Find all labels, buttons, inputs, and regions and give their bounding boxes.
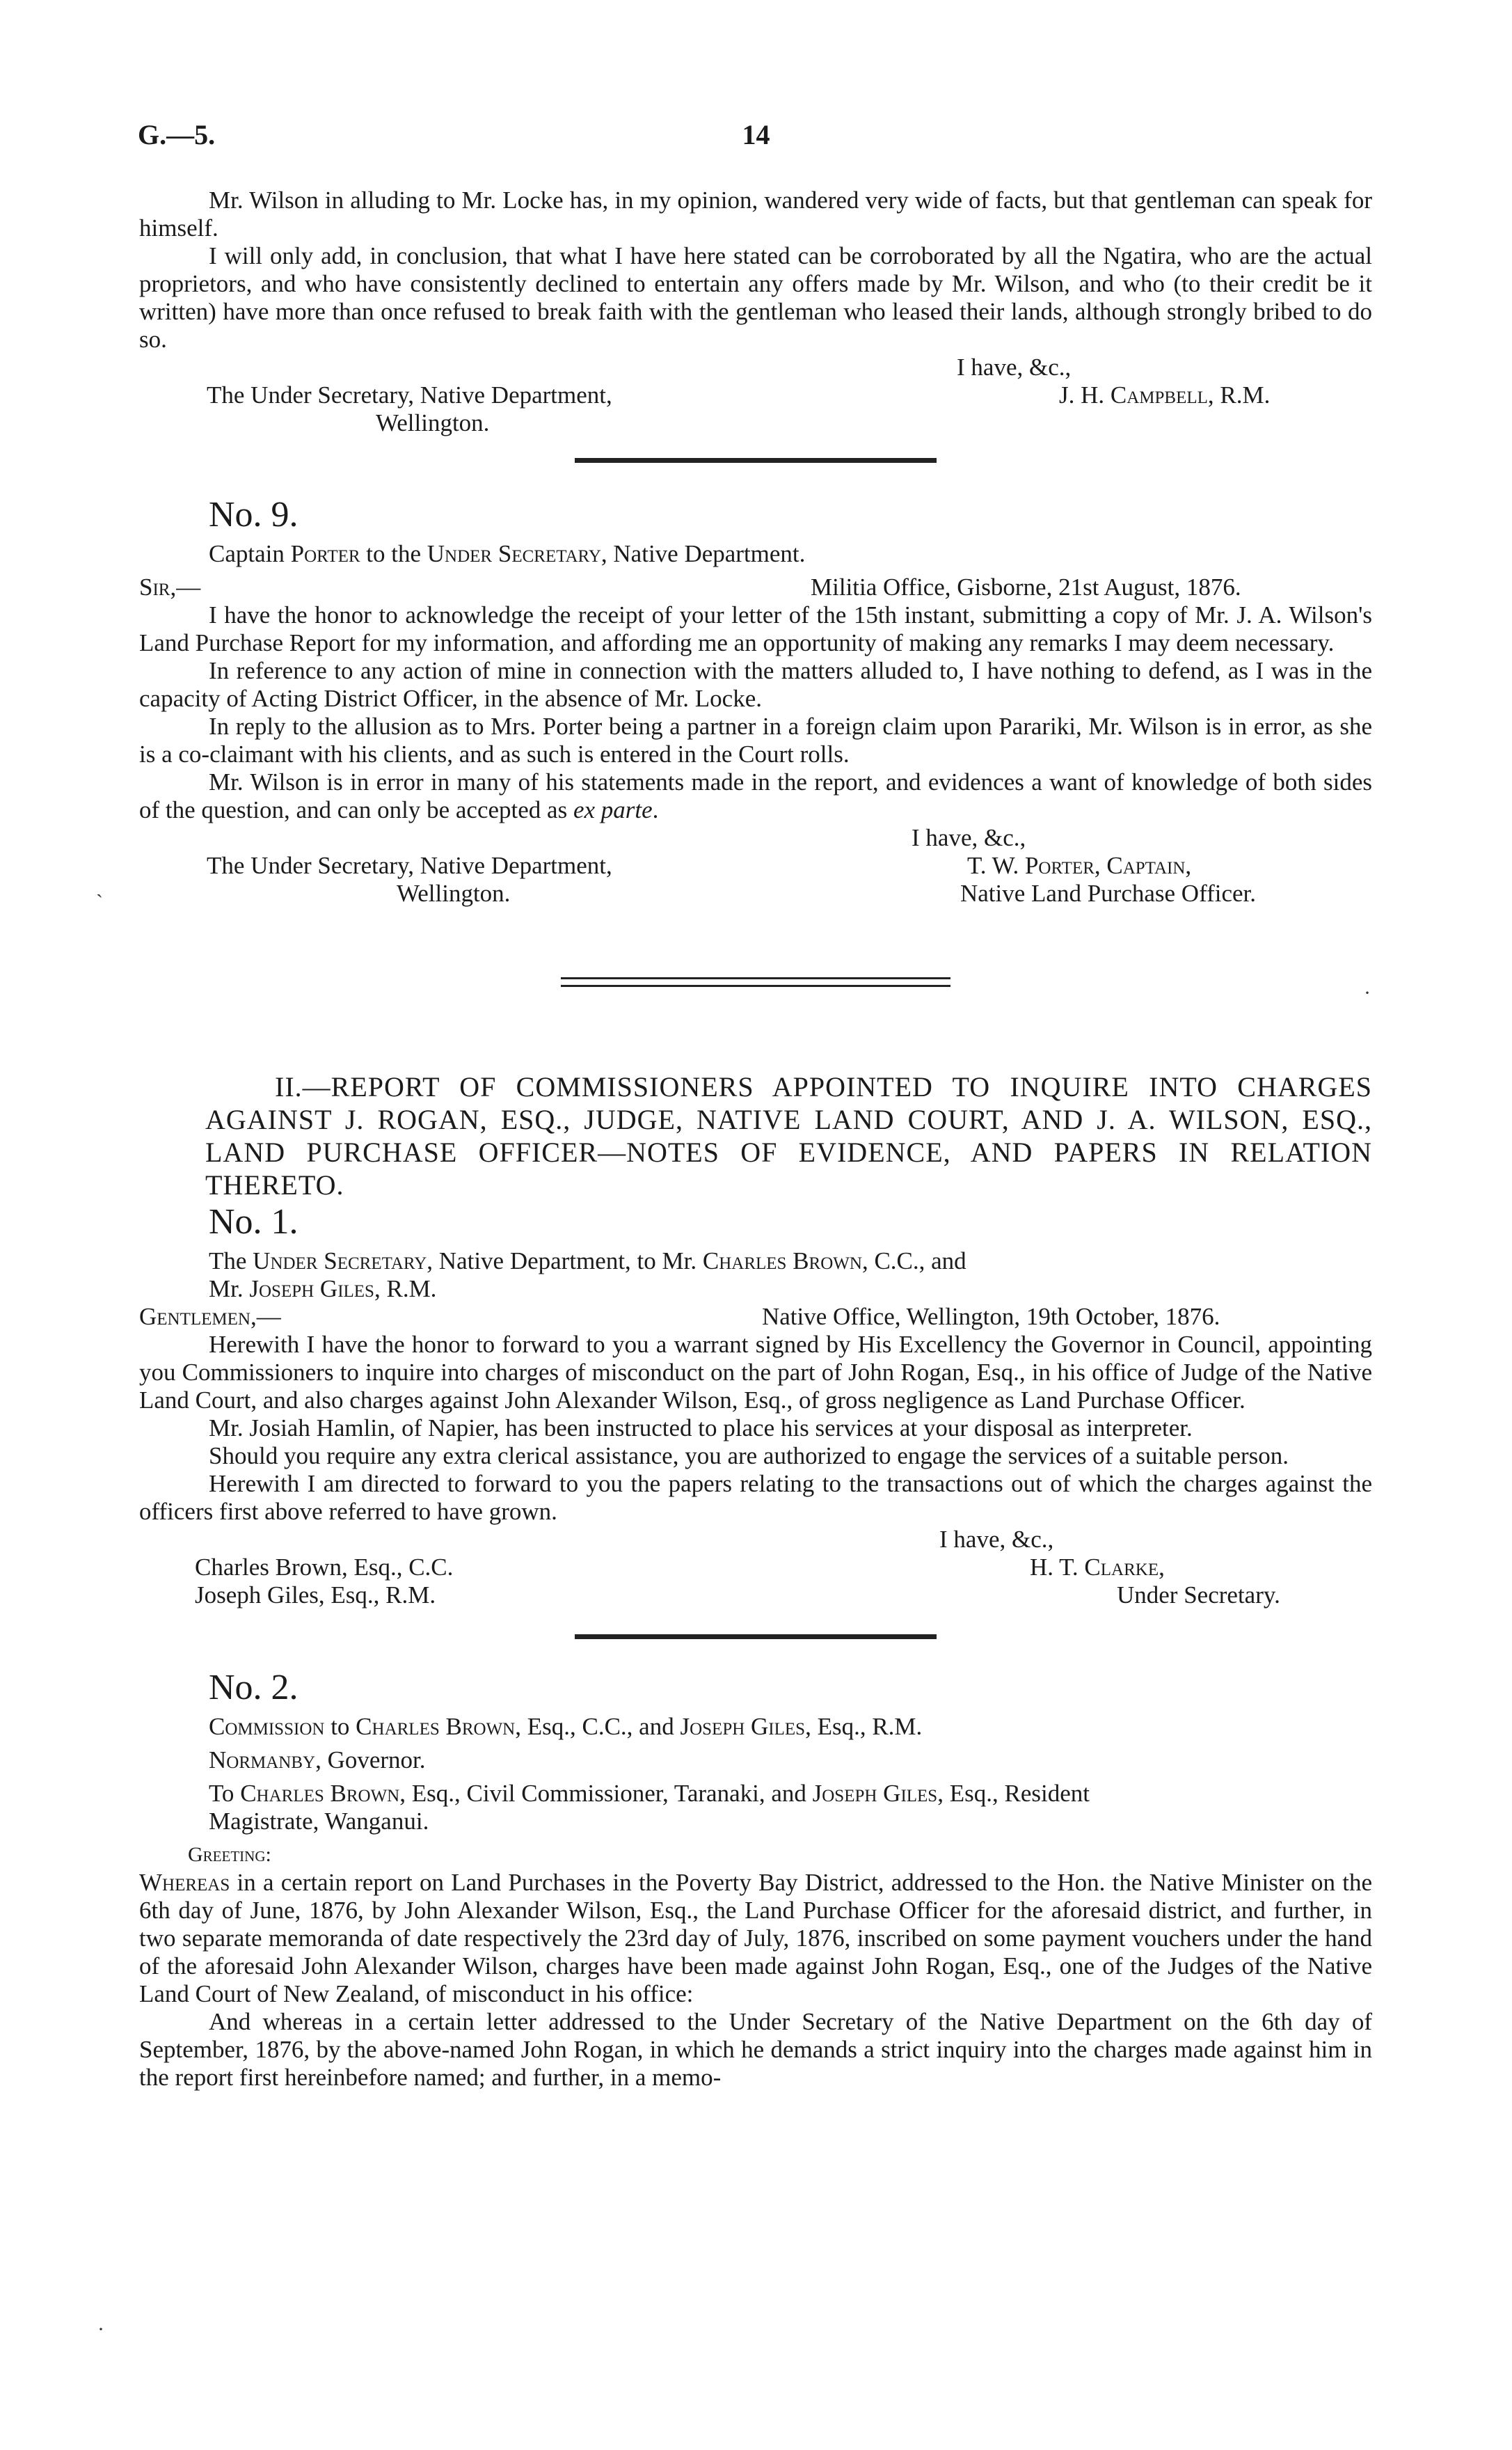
- letter-heading-line2: [139, 1275, 1372, 1303]
- closing: I have, &c.,: [939, 1526, 1054, 1553]
- heading-name: Under Secretary: [253, 1247, 427, 1274]
- section-heading: II.—REPORT OF COMMISSIONERS APPOINTED TO INQUIRE INTO CHARGES AGAINST J. ROGAN, ESQ., JUDGE, NATIVE LAND COURT, AND J. A. WILSON, ESQ., LAND PURCHASE OFFICER—NOTES OF EVIDENCE, AND PAPERS IN RELATION THERETO.: [205, 1071, 1372, 1201]
- salutation-row: [139, 1303, 1372, 1331]
- letter-number: No. 2.: [209, 1668, 299, 1707]
- stray-mark: ˏ: [96, 875, 103, 898]
- addressee: Joseph Giles, Esq., R.M.: [195, 1581, 436, 1609]
- governor-name: Normanby: [209, 1746, 316, 1773]
- paragraph: Mr. Wilson in alluding to Mr. Locke has, in my opinion, wandered very wide of facts, but that gentleman can speak for himself.: [139, 187, 1372, 242]
- closing-row: [139, 354, 1372, 381]
- document-reference: G.—5.: [138, 119, 216, 150]
- commission-addressees-line2: Magistrate, Wanganui.: [209, 1808, 429, 1835]
- addressee-city-row: [139, 880, 1372, 908]
- page-number: 14: [742, 119, 770, 150]
- heading-text: , R.M.: [374, 1275, 437, 1302]
- paragraph: In reference to any action of mine in connection with the matters alluded to, I have nothing to defend, as I was in the capacity of Acting District Officer, in the absence of Mr. Locke.: [139, 657, 1372, 712]
- heading-text: , Esq., R.M.: [805, 1713, 923, 1740]
- heading-text: , Native Department.: [600, 540, 806, 567]
- letter-heading: [139, 540, 1372, 568]
- paragraph: In reply to the allusion as to Mrs. Porter being a partner in a foreign claim upon Parariki, Mr. Wilson is in error, as she is a co-claimant with his clients, and as such is entered in the Court rolls.: [139, 713, 1372, 768]
- addressee-row: [139, 381, 1372, 409]
- paragraph: Herewith I am directed to forward to you the papers relating to the transactions out of which the charges against the officers first above referred to have grown.: [139, 1470, 1372, 1525]
- salutation: Gentlemen,—: [139, 1303, 281, 1330]
- heading-name: Joseph Giles: [680, 1713, 806, 1740]
- heading-name: Porter: [290, 540, 360, 567]
- heading-text: , C.C., and: [861, 1247, 966, 1274]
- paragraph: Should you require any extra clerical assistance, you are authorized to engage the services of a suitable person.: [209, 1442, 1289, 1469]
- page-header: [138, 118, 1374, 160]
- section-divider: [575, 1634, 937, 1639]
- paragraph: [139, 1869, 1372, 2008]
- greeting: Greeting:: [188, 1843, 271, 1866]
- addressee: Charles Brown, Esq., C.C.: [195, 1554, 454, 1581]
- heading-name: Charles Brown: [702, 1247, 862, 1274]
- heading-text: to: [324, 1713, 356, 1740]
- governor-line: [139, 1746, 1372, 1774]
- letter-heading: [139, 1713, 1372, 1741]
- addressee-city: Wellington.: [376, 409, 490, 436]
- heading-text: Mr.: [209, 1275, 250, 1302]
- closing-row: [139, 824, 1372, 852]
- closing-row: [139, 1526, 1372, 1554]
- whereas: Whereas: [139, 1869, 230, 1896]
- letter-number: No. 1.: [209, 1202, 299, 1242]
- paragraph: I will only add, in conclusion, that what I have here stated can be corroborated by all the Ngatira, who are the actual proprietors, and who have consistently declined to entertain any offers made by Mr. Wilson, and who (to their credit be it written) have more than once refused to break faith with the gentleman who leased their lands, although strongly bribed to do so.: [139, 242, 1372, 353]
- letter-number: No. 9.: [209, 495, 299, 535]
- section-divider: [575, 458, 937, 463]
- signature: J. H. Campbell, R.M.: [1059, 381, 1271, 409]
- salutation-row: [139, 574, 1372, 601]
- stray-mark: ·: [1364, 981, 1371, 1004]
- signature-title: Under Secretary.: [1117, 1581, 1280, 1609]
- signature-title: Native Land Purchase Officer.: [960, 880, 1257, 907]
- paragraph: I have the honor to acknowledge the receipt of your letter of the 15th instant, submitting a copy of Mr. J. A. Wilson's Land Purchase Report for my information, and affording me an opportunity of making any remarks I may deem necessary.: [139, 601, 1372, 656]
- addressee-row: [139, 1581, 1372, 1609]
- heading-text: , Esq., C.C., and: [515, 1713, 681, 1740]
- addressee-city-row: [139, 409, 1372, 437]
- place-date: Militia Office, Gisborne, 21st August, 1876.: [811, 574, 1241, 601]
- paragraph-text: in a certain report on Land Purchases in the Poverty Bay District, addressed to the Hon. the Native Minister on the 6th day of June, 1876, by John Alexander Wilson, Esq., the Land Purchase Officer for the aforesaid district, and further, in two separate memoranda of date respectively the 23rd day of July, 1876, inscribed on some payment vouchers under the hand of the aforesaid John Alexander Wilson, charges have been made against John Rogan, Esq., one of the Judges of the Native Land Court of New Zealand, of misconduct in his office:: [139, 1869, 1372, 2007]
- page-content: [139, 187, 1372, 2092]
- heading-name: Charles Brown: [356, 1713, 516, 1740]
- place-date: Native Office, Wellington, 19th October, 1876.: [762, 1303, 1220, 1330]
- heading-name: Joseph Giles: [249, 1275, 374, 1302]
- heading-text: The: [209, 1247, 253, 1274]
- addressee: The Under Secretary, Native Department,: [207, 852, 612, 879]
- heading-text: Captain: [209, 540, 291, 567]
- paragraph-text: Mr. Wilson is in error in many of his statements made in the report, and evidences a want of knowledge of both sides of the question, and can only be accepted as: [139, 768, 1372, 823]
- signature: H. T. Clarke,: [1030, 1554, 1165, 1581]
- paragraph-text: .: [652, 796, 659, 823]
- heading-text: , Native Department, to Mr.: [427, 1247, 703, 1274]
- closing: I have, &c.,: [957, 354, 1072, 381]
- paragraph: Mr. Josiah Hamlin, of Napier, has been instructed to place his services at your disposal as interpreter.: [209, 1414, 1193, 1441]
- paragraph: [139, 768, 1372, 824]
- stray-mark: ·: [97, 2318, 104, 2341]
- salutation: Sir,—: [139, 574, 201, 601]
- heading-name: Charles Brown: [240, 1780, 400, 1807]
- heading-name: Commission: [209, 1713, 325, 1740]
- letter-heading: [139, 1247, 1372, 1275]
- paragraph: Herewith I have the honor to forward to you a warrant signed by His Excellency the Governor in Council, appointing you Commissioners to inquire into charges of misconduct on the part of John Rogan, Esq., in his office of Judge of the Native Land Court, and also charges against John Alexander Wilson, Esq., of gross negligence as Land Purchase Officer.: [139, 1331, 1372, 1414]
- closing: I have, &c.,: [912, 824, 1026, 851]
- italic-phrase: ex parte: [573, 796, 653, 823]
- heading-name: Joseph Giles: [812, 1780, 938, 1807]
- addressee: The Under Secretary, Native Department,: [207, 381, 612, 409]
- commission-addressees: [139, 1780, 1372, 1808]
- heading-text: , Esq., Resident: [937, 1780, 1090, 1807]
- heading-name: Under Secretary: [427, 540, 601, 567]
- signature: T. W. Porter, Captain,: [967, 852, 1192, 879]
- paragraph: And whereas in a certain letter addressed to the Under Secretary of the Native Department on the 6th day of September, 1876, by the above-named John Rogan, in which he demands a strict inquiry into the charges made against him in the report first hereinbefore named; and further, in a memo-: [139, 2008, 1372, 2091]
- heading-text: , Esq., Civil Commissioner, Taranaki, and: [399, 1780, 813, 1807]
- section-double-divider: [561, 977, 950, 987]
- addressee-city: Wellington.: [397, 880, 511, 907]
- addressee-row: [139, 1554, 1372, 1581]
- addressee-row: [139, 852, 1372, 880]
- heading-text: to the: [360, 540, 427, 567]
- governor-title: , Governor.: [315, 1746, 426, 1773]
- heading-text: To: [209, 1780, 241, 1807]
